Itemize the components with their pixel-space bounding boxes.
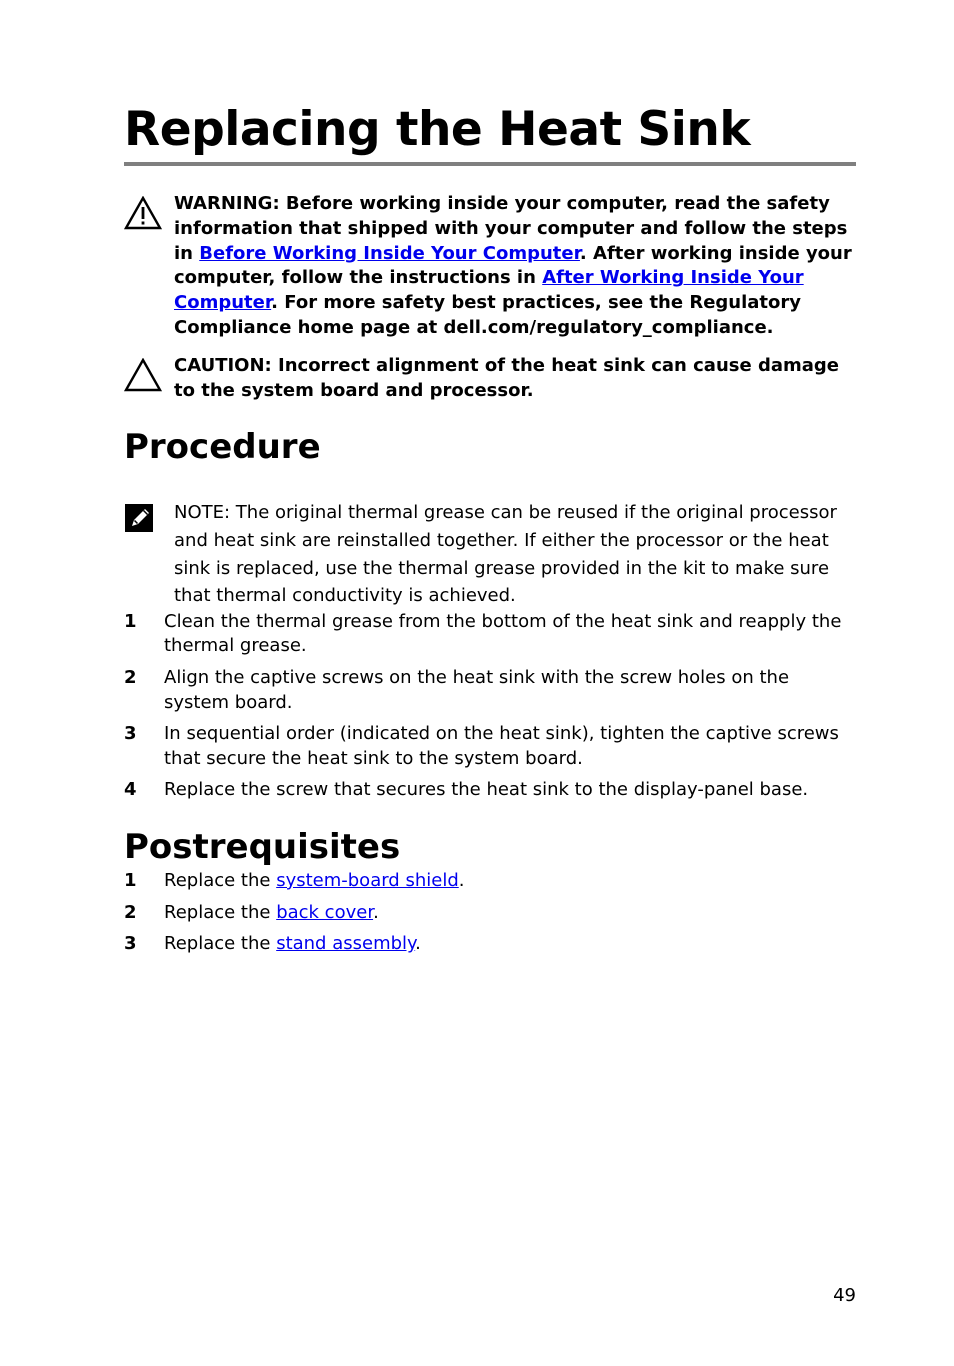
- step-text: Replace the screw that secures the heat sink to the display-panel base.: [164, 779, 809, 801]
- back-cover-link[interactable]: back cover: [276, 901, 374, 923]
- warning-text-part: . After working inside your computer, follow the instructions in: [174, 242, 852, 289]
- step-text: Align the captive screws on the heat sink with the screw holes on the system board.: [164, 666, 790, 713]
- note-body: The original thermal grease can be reused if the original processor and heat sink are reinstalled together. If either the processor or the heat sink is replaced, use the thermal grease provided in the kit to make sure that thermal conductivity is achieved.: [174, 502, 837, 607]
- step-text-prefix: Replace the: [164, 933, 277, 955]
- page-title: Replacing the Heat Sink: [124, 100, 856, 166]
- warning-text: [174, 192, 856, 341]
- step-number: 1: [124, 610, 137, 632]
- step-number: 2: [124, 901, 137, 923]
- step-number: 4: [124, 779, 137, 801]
- stand-assembly-link[interactable]: stand assembly: [276, 933, 416, 955]
- postrequisites-heading: Postrequisites: [124, 826, 401, 867]
- caution-text: CAUTION: Incorrect alignment of the heat sink can cause damage to the system board and processor.: [174, 354, 839, 401]
- note-label: NOTE:: [174, 502, 231, 524]
- step-text-suffix: .: [415, 933, 421, 955]
- step-text: Clean the thermal grease from the bottom of the heat sink and reapply the thermal grease.: [164, 610, 842, 657]
- warning-text-part: . For more safety best practices, see the Regulatory Compliance home page at dell.com/regulatory_compliance.: [174, 292, 801, 338]
- warning-text-part: WARNING: Before working inside your computer, read the safety information that shipped with your computer and follow the steps in: [174, 193, 848, 264]
- step-text-prefix: Replace the: [164, 901, 277, 923]
- before-working-link[interactable]: Before Working Inside Your Computer: [199, 242, 580, 264]
- note-text: [174, 499, 856, 609]
- step-text: In sequential order (indicated on the heat sink), tighten the captive screws that secure the heat sink to the system board.: [164, 723, 839, 769]
- warning-icon: [124, 192, 174, 341]
- step-text-suffix: .: [373, 901, 379, 923]
- list-item: [124, 778, 856, 803]
- list-item: [124, 869, 856, 894]
- list-item: [124, 610, 856, 659]
- procedure-heading: Procedure: [124, 427, 321, 468]
- step-number: 3: [124, 723, 137, 745]
- document-page: [124, 100, 856, 964]
- step-text: [164, 901, 856, 926]
- step-text-prefix: Replace the: [164, 869, 277, 891]
- list-item: [124, 722, 856, 771]
- system-board-shield-link[interactable]: system-board shield: [276, 869, 459, 891]
- caution-notice: [124, 354, 856, 404]
- step-number: 2: [124, 666, 137, 688]
- warning-notice: [124, 192, 856, 341]
- page-number: 49: [833, 1285, 856, 1306]
- step-number: 3: [124, 933, 137, 955]
- postrequisites-steps: [124, 869, 856, 957]
- note-pencil-icon: [124, 499, 174, 609]
- list-item: [124, 932, 856, 957]
- list-item: [124, 901, 856, 926]
- caution-icon: [124, 354, 174, 404]
- procedure-steps: [124, 610, 856, 803]
- step-text: [164, 869, 856, 894]
- note-notice: [124, 499, 856, 609]
- step-text-suffix: .: [458, 869, 465, 891]
- after-working-link[interactable]: After Working Inside Your Computer: [174, 267, 804, 314]
- list-item: [124, 666, 856, 715]
- step-number: 1: [124, 869, 137, 891]
- step-text: [164, 932, 856, 957]
